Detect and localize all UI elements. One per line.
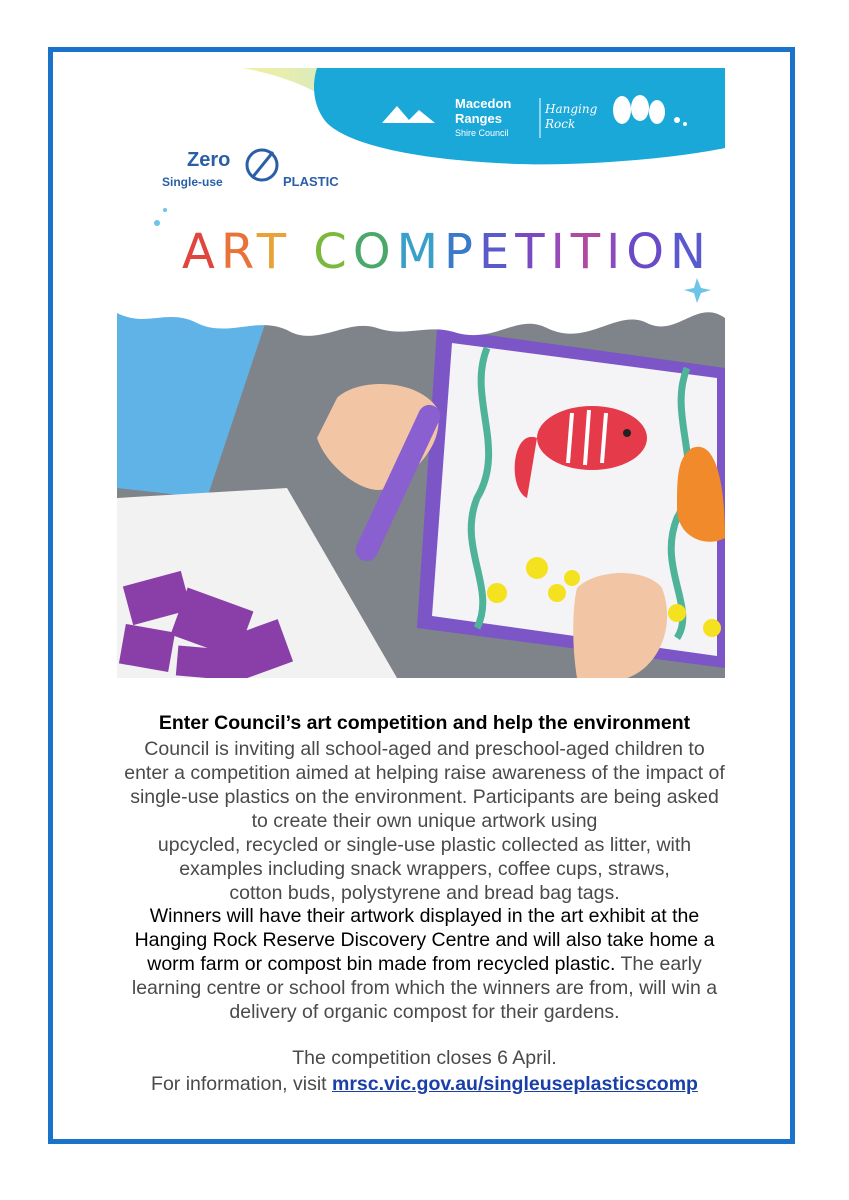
- intro-line: cotton buds, polystyrene and bread bag tags.: [229, 882, 620, 904]
- info-link[interactable]: mrsc.vic.gov.au/singleuseplasticscomp: [332, 1073, 698, 1095]
- prize-line-text: worm farm or compost bin made from recycled plastic.: [147, 953, 616, 975]
- partner-line1: Hanging: [545, 102, 598, 116]
- council-line3: Shire Council: [455, 128, 509, 138]
- intro-line: to create their own unique artwork using: [251, 810, 598, 832]
- intro-line: single-use plastics on the environment. Participants are being asked: [130, 786, 719, 808]
- info-prefix: For information, visit: [151, 1073, 332, 1095]
- closing-info: [60, 1045, 789, 1097]
- prize-line-last: [60, 952, 789, 976]
- intro-paragraph: [60, 737, 789, 905]
- intro-line: enter a competition aimed at helping raise awareness of the impact of: [124, 762, 725, 784]
- prize-line: Hanging Rock Reserve Discovery Centre and will also take home a: [134, 929, 715, 951]
- hero-illustration: [117, 68, 725, 678]
- intro-line: examples including snack wrappers, coffee cups, straws,: [179, 858, 670, 880]
- prize-tail: The early: [615, 953, 702, 975]
- zero-word: Zero: [187, 149, 231, 171]
- hero-banner: [117, 68, 725, 678]
- hero-title: ART COMPETITION: [182, 224, 712, 280]
- partner-line2: Rock: [545, 117, 576, 131]
- prize-paragraph: [60, 904, 789, 1024]
- intro-line: Council is inviting all school-aged and preschool-aged children to: [144, 738, 705, 760]
- info-line: [60, 1071, 789, 1097]
- single-use-word: Single-use: [162, 175, 223, 189]
- council-line2: Ranges: [455, 111, 502, 126]
- tail-line: learning centre or school from which the winners are from, will win a: [131, 977, 718, 999]
- article-heading: Enter Council’s art competition and help the environment: [158, 712, 691, 734]
- tail-line: delivery of organic compost for their gardens.: [229, 1001, 620, 1023]
- plastic-word: PLASTIC: [283, 174, 339, 189]
- prize-line: Winners will have their artwork displayed in the art exhibit at the: [149, 905, 700, 927]
- closing-date: The competition closes 6 April.: [292, 1047, 557, 1069]
- intro-line: upcycled, recycled or single-use plastic collected as litter, with: [157, 834, 692, 856]
- council-line1: Macedon: [455, 96, 512, 111]
